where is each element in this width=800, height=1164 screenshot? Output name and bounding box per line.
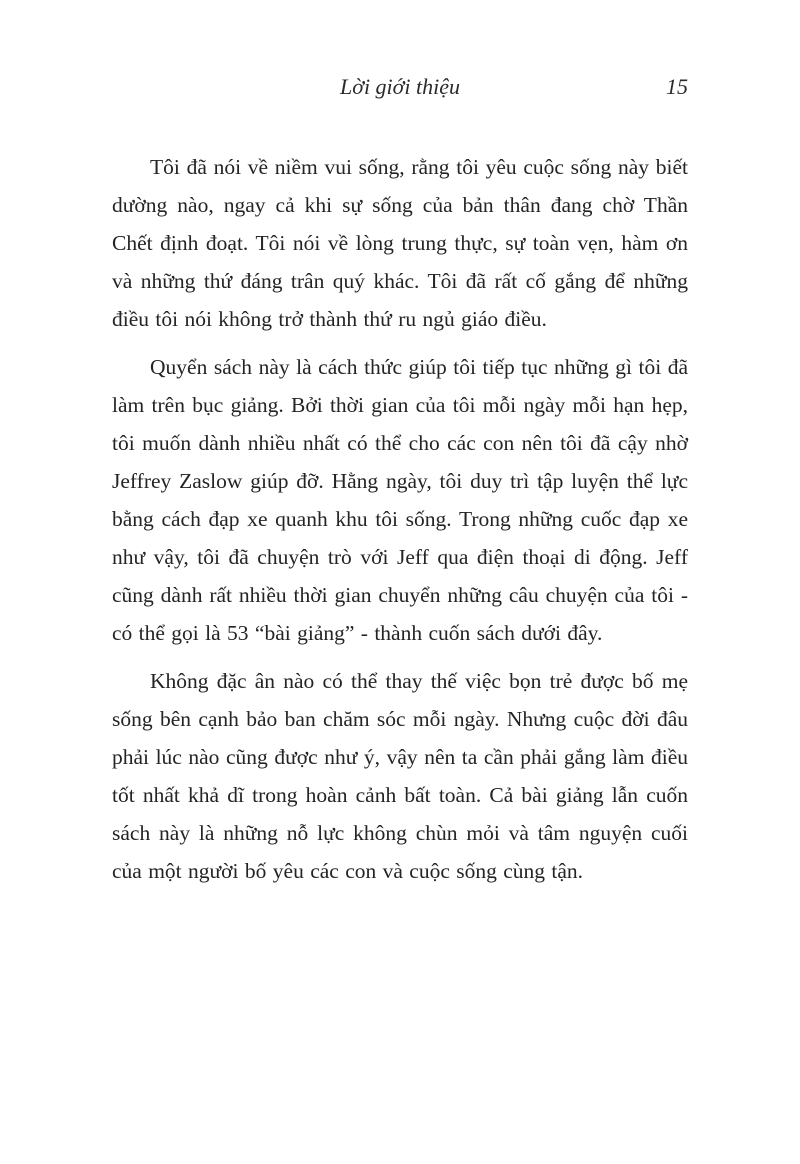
paragraph: Không đặc ân nào có thể thay thế việc bọn trẻ được bố mẹ sống bên cạnh bảo ban chăm sóc mỗi ngày. Nhưng cuộc đời đâu phải lúc nào cũng được như ý, vậy nên ta cần phải gắng làm điều tốt nhất khả dĩ trong hoàn cảnh bất toàn. Cả bài giảng lẫn cuốn sách này là những nỗ lực không chùn mỏi và tâm nguyện cuối của một người bố yêu các con và cuộc sống cùng tận.: [112, 669, 688, 883]
page-number: 15: [666, 74, 688, 99]
body-text: [112, 148, 688, 890]
chapter-title: Lời giới thiệu: [339, 74, 461, 99]
paragraph: Tôi đã nói về niềm vui sống, rằng tôi yêu cuộc sống này biết dường nào, ngay cả khi sự sống của bản thân đang chờ Thần Chết định đoạt. Tôi nói về lòng trung thực, sự toàn vẹn, hàm ơn và những thứ đáng trân quý khác. Tôi đã rất cố gắng để những điều tôi nói không trở thành thứ ru ngủ giáo điều.: [112, 155, 688, 331]
page-header: [112, 74, 688, 114]
paragraph: Quyển sách này là cách thức giúp tôi tiếp tục những gì tôi đã làm trên bục giảng. Bởi thời gian của tôi mỗi ngày mỗi hạn hẹp, tôi muốn dành nhiều nhất có thể cho các con nên tôi đã cậy nhờ Jeffrey Zaslow giúp đỡ. Hằng ngày, tôi duy trì tập luyện thể lực bằng cách đạp xe quanh khu tôi sống. Trong những cuốc đạp xe như vậy, tôi đã chuyện trò với Jeff qua điện thoại di động. Jeff cũng dành rất nhiều thời gian chuyển những câu chuyện của tôi - có thể gọi là 53 “bài giảng” - thành cuốn sách dưới đây.: [112, 355, 688, 645]
